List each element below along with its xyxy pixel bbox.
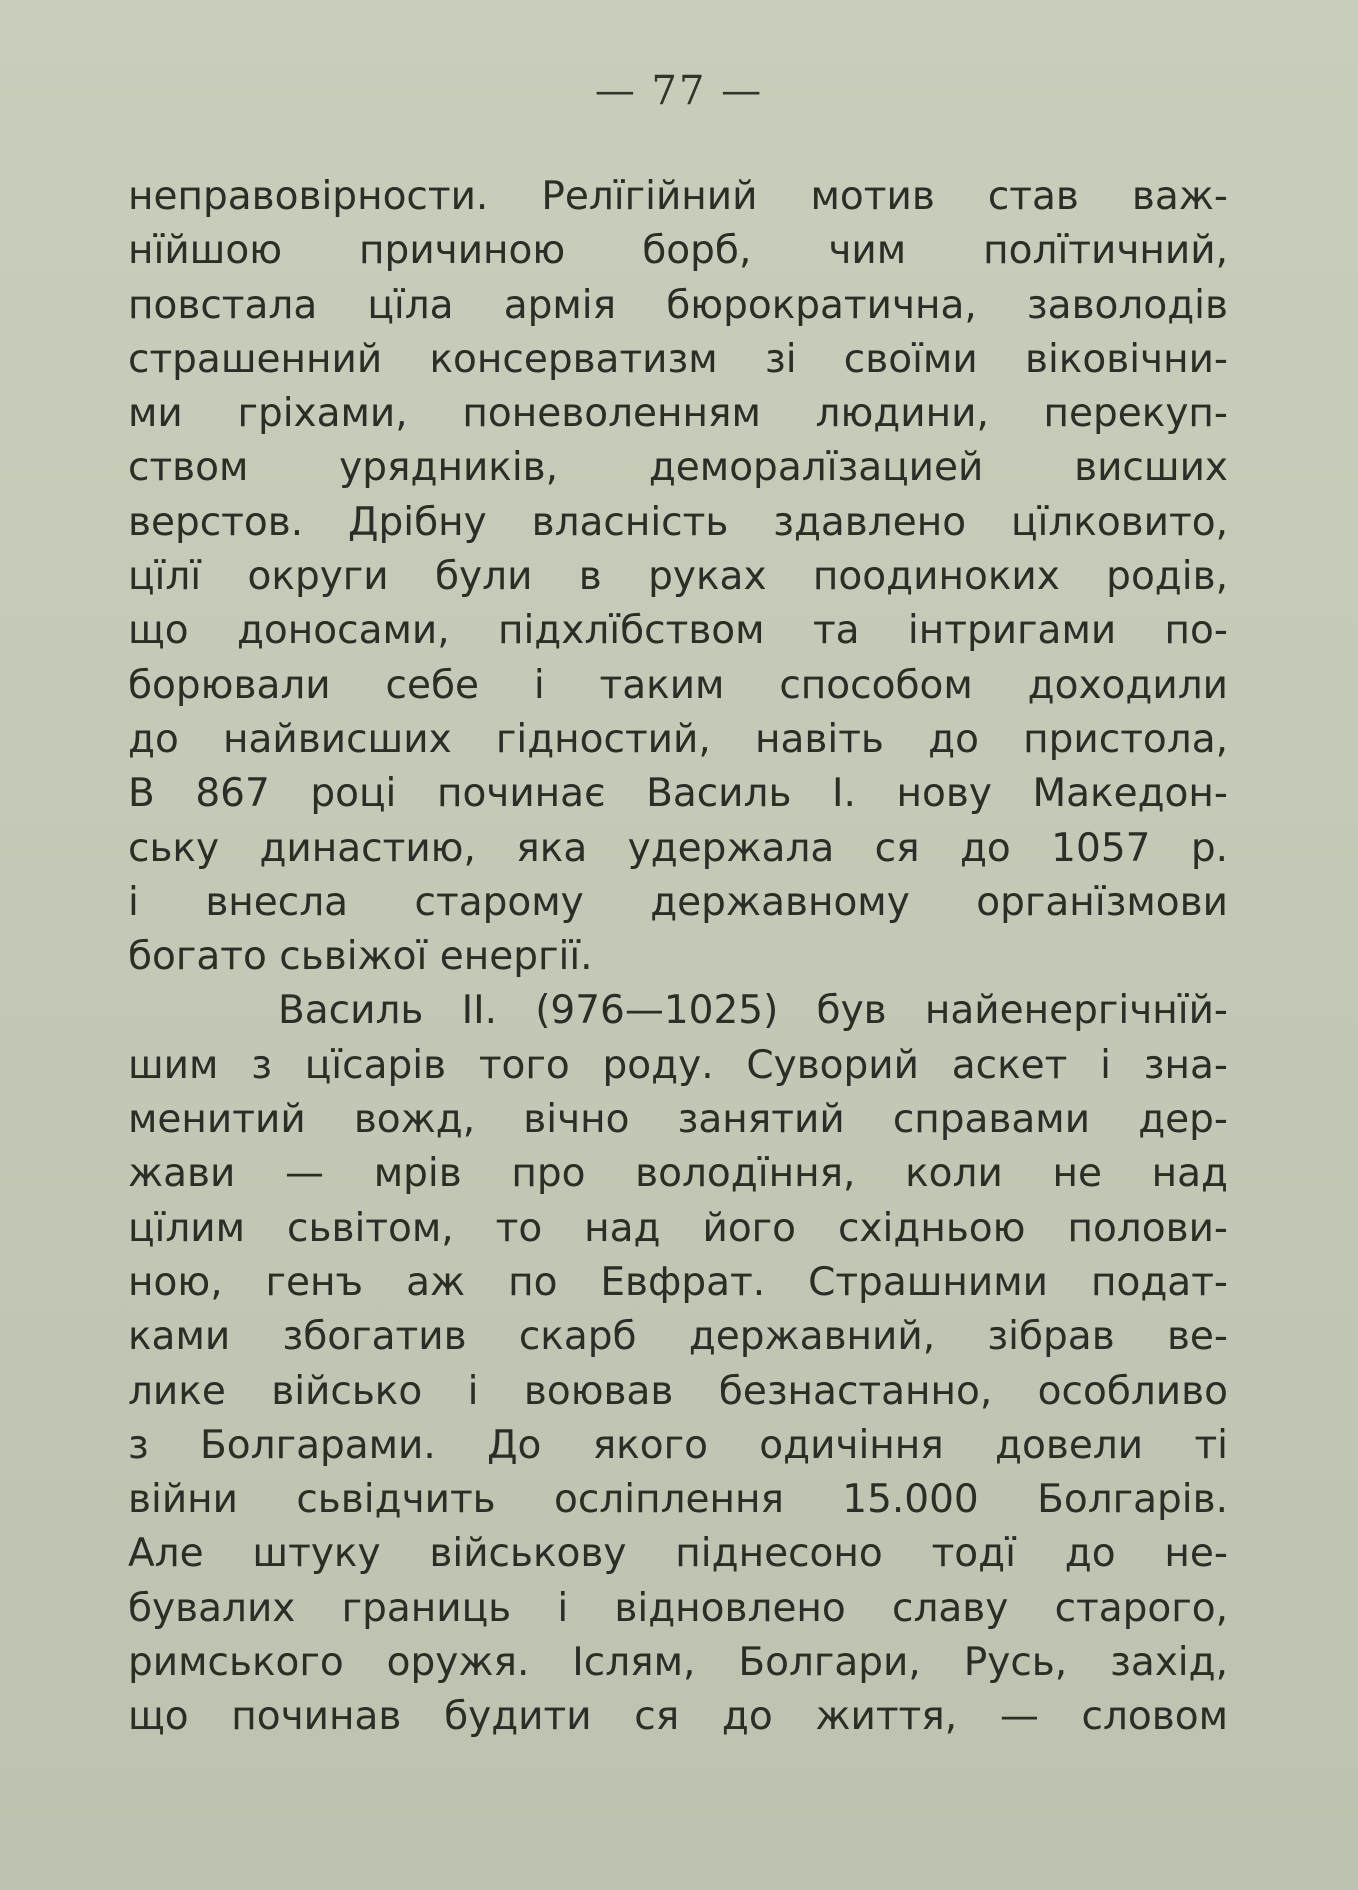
text-line: ством урядників, деморалїзацией висших (128, 445, 1228, 491)
text-line: лике військо і воював безнастанно, особливо (128, 1368, 1228, 1414)
text-line: верстов. Дрібну власність здавлено цїлковито, (128, 499, 1228, 545)
text-line: бувалих границь і відновлено славу старого, (128, 1585, 1228, 1631)
text-line: і внесла старому державному органїзмови (128, 879, 1228, 925)
text-line: жави — мрів про володїння, коли не над (128, 1151, 1228, 1197)
text-line: що починав будити ся до життя, — словом (128, 1694, 1228, 1740)
text-line: неправовірности. Релїгійний мотив став важ- (128, 174, 1228, 219)
text-line: ною, генъ аж по Евфрат. Страшними подат- (128, 1259, 1228, 1305)
text-line: ську династию, яка удержала ся до 1057 р. (128, 825, 1228, 871)
page-number: — 77 — (594, 68, 764, 114)
text-line: повстала цїла армія бюрократична, заволодів (128, 282, 1228, 328)
text-line: менитий вожд, вічно занятий справами дер- (128, 1097, 1228, 1143)
body-text (128, 170, 1228, 1745)
text-line: борювали себе і таким способом доходили (128, 662, 1228, 708)
text-line: з Болгарами. До якого одичіння довели ті (128, 1422, 1228, 1468)
text-line: цїлим сьвітом, то над його східньою полови- (128, 1205, 1228, 1251)
text-line: ками збогатив скарб державний, зібрав ве- (128, 1314, 1228, 1360)
text-line: шим з цїсарів того роду. Суворий аскет і зна- (128, 1042, 1228, 1088)
text-line: що доносами, підхлїбством та інтригами по- (128, 608, 1228, 654)
text-line: Але штуку військову піднесоно тодї до не- (128, 1531, 1228, 1577)
text-line: Василь II. (976—1025) був найенергічнїй- (278, 988, 1228, 1034)
paragraph-2 (128, 984, 1228, 1744)
text-line: страшенний консерватизм зі своїми віковічни- (128, 336, 1228, 382)
paragraph-1 (128, 170, 1228, 984)
text-line: цїлї округи були в руках поодиноких родів, (128, 554, 1228, 600)
text-line: богато сьвіжої енергії. (128, 934, 593, 980)
text-line: до найвисших гідностий, навіть до пристола, (128, 716, 1228, 762)
text-line: ми гріхами, поневоленням людини, перекуп- (128, 391, 1228, 437)
text-line: нїйшою причиною борб, чим полїтичний, (128, 228, 1228, 274)
text-line: В 867 році починає Василь І. нову Македон- (128, 771, 1228, 817)
text-line: римського оружя. Іслям, Болгари, Русь, захід, (128, 1640, 1228, 1686)
text-line: війни сьвідчить осліплення 15.000 Болгарів. (128, 1477, 1228, 1523)
